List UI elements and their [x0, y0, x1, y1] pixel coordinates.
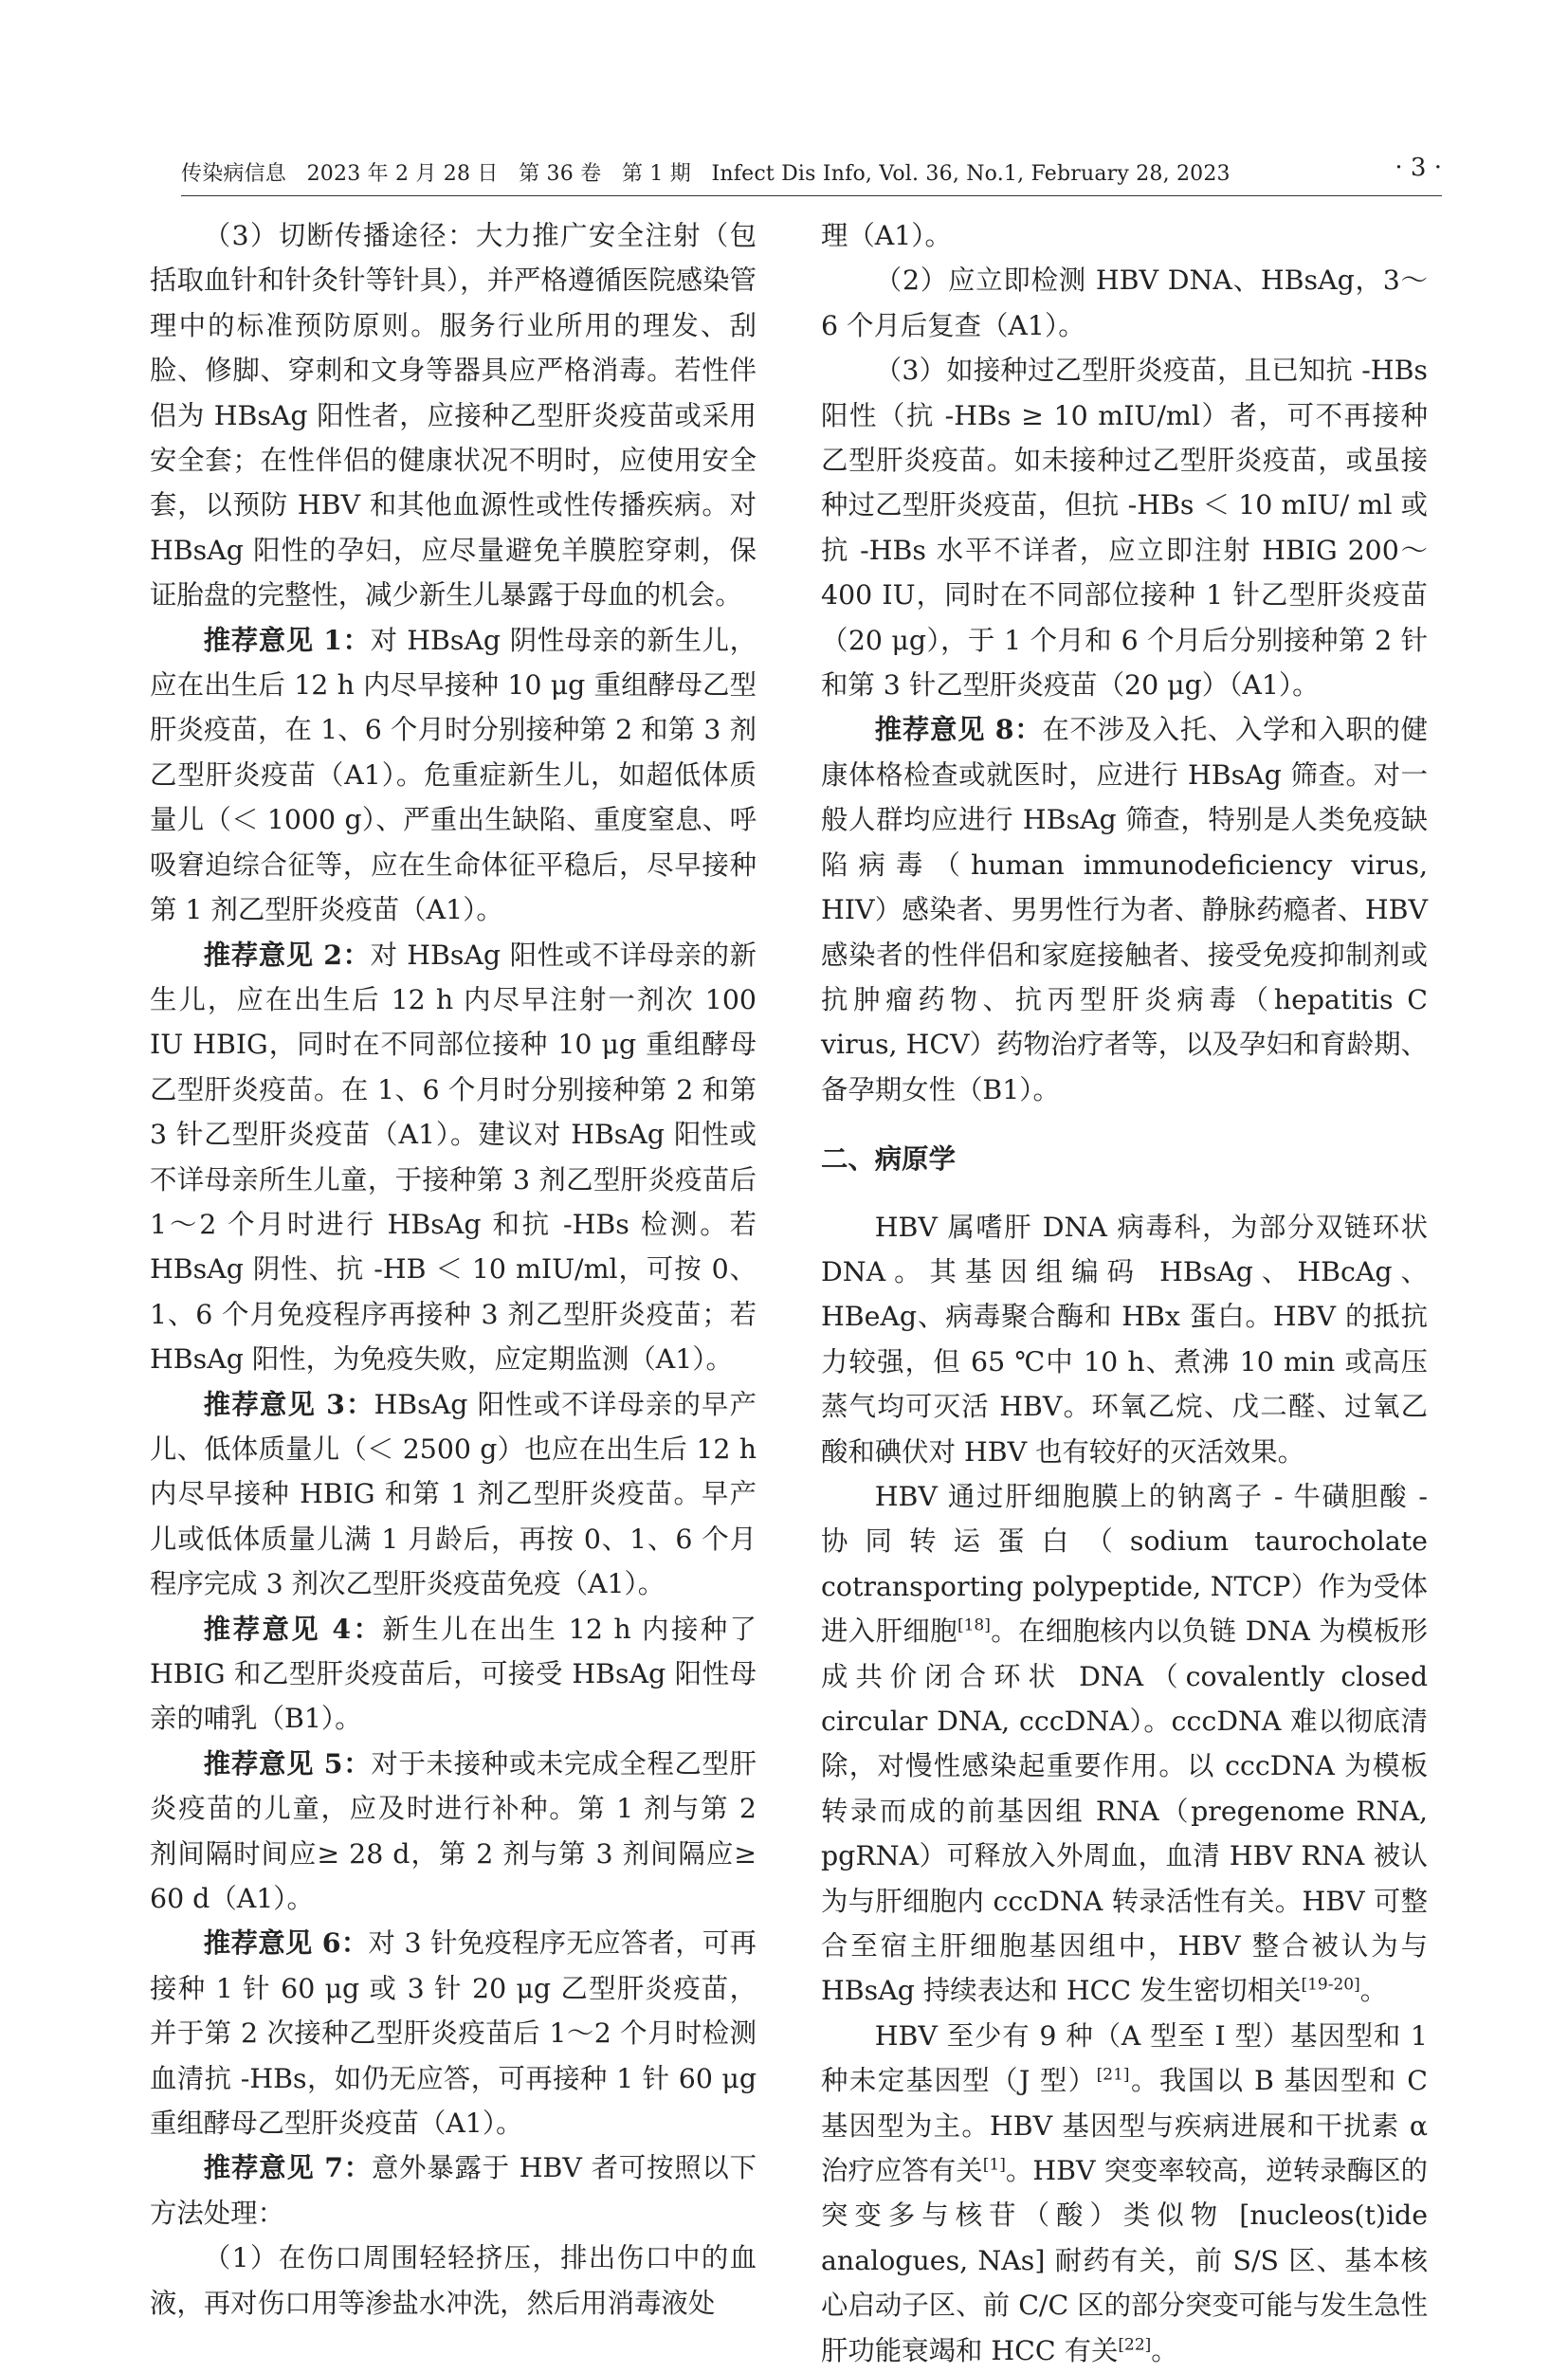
recommendation-2: [150, 933, 757, 1382]
recommendation-5: [150, 1742, 757, 1922]
exposure-step-1: （1）在伤口周围轻轻挤压，排出伤口中的血液，再对伤口用等渗盐水冲洗，然后用消毒液处: [150, 2242, 757, 2319]
recommendation-label: 推荐意见 7：: [203, 2151, 372, 2184]
paragraph-text: 。在细胞核内以负链 DNA 为模板形成共价闭合环状 DNA（covalently closed circular DNA, cccDNA）。cccDNA 难以彻底清除，对慢性感染起重要作用。以 cccDNA 为模板转录而成的前基因组 RNA（pregenome RNA, pgRNA）可释放入外周血，血清 HBV RNA 被认为与肝细胞内 cccDNA 转录活性有关。HBV 可整合至宿主肝细胞基因组中，HBV 整合被认为与 HBsAg 持续表达和 HCC 发生密切相关: [821, 1615, 1428, 2007]
citation-ref: [22]: [1118, 2335, 1152, 2355]
citation-ref: [18]: [957, 1615, 991, 1635]
exposure-step-3: （3）如接种过乙型肝炎疫苗，且已知抗 -HBs 阳性（抗 -HBs ≥ 10 mIU/ml）者，可不再接种乙型肝炎疫苗。如未接种过乙型肝炎疫苗，或虽接种过乙型肝炎疫苗，但抗 -HBs ＜ 10 mIU/ ml 或抗 -HBs 水平不详者，应立即注射 HBIG 200～400 IU，同时在不同部位接种 1 针乙型肝炎疫苗（20 μg），于 1 个月和 6 个月后分别接种第 2 针和第 3 针乙型肝炎疫苗（20 μg）（A1）。: [821, 355, 1428, 702]
recommendation-text: 对于未接种或未完成全程乙型肝炎疫苗的儿童，应及时进行补种。第 1 剂与第 2 剂间隔时间应≥ 28 d，第 2 剂与第 3 剂间隔应≥ 60 d（A1）。: [150, 1747, 757, 1915]
recommendation-label: 推荐意见 5：: [203, 1746, 372, 1780]
paragraph-text: HBV 至少有 9 种（A 型至 I 型）基因型和 1 种未定基因型（J 型）: [821, 2019, 1428, 2097]
recommendation-text: 意外暴露于 HBV 者可按照以下方法处理：: [150, 2152, 757, 2229]
paragraph-text: HBV 通过肝细胞膜上的钠离子 - 牛磺胆酸 - 协同转运蛋白（sodium taurocholate cotransporting polypeptide, NTCP）作为受体进入肝细胞: [821, 1480, 1428, 1648]
recommendation-text: 在不涉及入托、入学和入职的健康体格检查或就医时，应进行 HBsAg 筛查。对一般人群均应进行 HBsAg 筛查，特别是人类免疫缺陷病毒（human immunodeficiency virus, HIV）感染者、男男性行为者、静脉药瘾者、HBV 感染者的性伴侣和家庭接触者、接受免疫抑制剂或抗肿瘤药物、抗丙型肝炎病毒（hepatitis C virus, HCV）药物治疗者等，以及孕妇和育龄期、备孕期女性（B1）。: [821, 714, 1428, 1105]
citation-ref: [19-20]: [1301, 1975, 1360, 1995]
citation-ref: [1]: [982, 2155, 1006, 2175]
paragraph-genotypes: [821, 2014, 1428, 2373]
page-number: · 3 ·: [1395, 154, 1442, 182]
paragraph-text: 。HBV 突变率较高，逆转录酶区的突变多与核苷（酸）类似物 [nucleos(t)ide analogues, NAs] 耐药有关，前 S/S 区、基本核心启动子区、前 C/C 区的部分突变可能与发生急性肝功能衰竭和 HCC 有关: [821, 2155, 1428, 2366]
exposure-step-2: （2）应立即检测 HBV DNA、HBsAg，3～6 个月后复查（A1）。: [821, 265, 1428, 341]
recommendation-text: 对 HBsAg 阳性或不详母亲的新生儿，应在出生后 12 h 内尽早注射一剂次 100 IU HBIG，同时在不同部位接种 10 μg 重组酵母乙型肝炎疫苗。在 1、6 个月时分别接种第 2 和第 3 针乙型肝炎疫苗（A1）。建议对 HBsAg 阳性或不详母亲所生儿童，于接种第 3 剂乙型肝炎疫苗后 1～2 个月时进行 HBsAg 和抗 -HBs 检测。若 HBsAg 阴性、抗 -HB ＜ 10 mIU/ml，可按 0、1、6 个月免疫程序再接种 3 剂乙型肝炎疫苗；若 HBsAg 阳性，为免疫失败，应定期监测（A1）。: [150, 939, 757, 1376]
running-header: [181, 157, 1231, 187]
paragraph-text: 。: [1359, 1975, 1388, 2007]
recommendation-text: 对 HBsAg 阴性母亲的新生儿，应在出生后 12 h 内尽早接种 10 μg 重组酵母乙型肝炎疫苗，在 1、6 个月时分别接种第 2 和第 3 剂乙型肝炎疫苗（A1）。危重症新生儿，如超低体质量儿（＜ 1000 g）、严重出生缺陷、重度窒息、呼吸窘迫综合征等，应在生命体征平稳后，尽早接种第 1 剂乙型肝炎疫苗（A1）。: [150, 624, 757, 926]
paragraph-transmission: （3）切断传播途径：大力推广安全注射（包括取血针和针灸针等针具），并严格遵循医院感染管理中的标准预防原则。服务行业所用的理发、刮脸、修脚、穿刺和文身等器具应严格消毒。若性伴侣为 HBsAg 阳性者，应接种乙型肝炎疫苗或采用安全套；在性伴侣的健康状况不明时，应使用安全套，以预防 HBV 和其他血源性或性传播疾病。对 HBsAg 阳性的孕妇，应尽量避免羊膜腔穿刺，保证胎盘的完整性，减少新生儿暴露于母血的机会。: [150, 220, 757, 612]
recommendation-label: 推荐意见 8：: [874, 713, 1043, 746]
left-column: [150, 213, 757, 2326]
journal-citation-en: Infect Dis Info, Vol. 36, No.1, February 28, 2023: [711, 162, 1231, 186]
page-header: [181, 152, 1442, 196]
recommendation-3: [150, 1382, 757, 1607]
exposure-step-1-continued: 理（A1）。: [821, 220, 952, 251]
recommendation-8: [821, 707, 1428, 1112]
recommendation-label: 推荐意见 2：: [203, 938, 371, 971]
recommendation-1: [150, 618, 757, 933]
recommendation-text: 对 3 针免疫程序无应答者，可再接种 1 针 60 μg 或 3 针 20 μg 乙型肝炎疫苗，并于第 2 次接种乙型肝炎疫苗后 1～2 个月时检测血清抗 -HBs，如仍无应答，可再接种 1 针 60 μg 重组酵母乙型肝炎疫苗（A1）。: [150, 1927, 757, 2140]
recommendation-text: 新生儿在出生 12 h 内接种了 HBIG 和乙型肝炎疫苗后，可接受 HBsAg 阳性母亲的哺乳（B1）。: [150, 1613, 757, 1735]
right-column: [821, 213, 1428, 2373]
issue-cn: 第 1 期: [621, 162, 691, 186]
recommendation-7: [150, 2145, 757, 2236]
journal-name-cn: 传染病信息: [181, 162, 287, 186]
paragraph-text: 。我国以 B 基因型和 C 基因型为主。HBV 基因型与疾病进展和干扰素 α 治疗应答有关: [821, 2065, 1428, 2187]
paragraph-text: 。: [1151, 2334, 1178, 2366]
section-heading-etiology: 二、病原学: [821, 1142, 956, 1176]
volume-cn: 第 36 卷: [519, 162, 602, 186]
recommendation-label: 推荐意见 3：: [203, 1387, 374, 1420]
recommendation-text: HBsAg 阳性或不详母亲的早产儿、低体质量儿（＜ 2500 g）也应在出生后 12 h 内尽早接种 HBIG 和第 1 剂乙型肝炎疫苗。早产儿或低体质量儿满 1 月龄后，再按 0、1、6 个月程序完成 3 剂次乙型肝炎疫苗免疫（A1）。: [150, 1388, 757, 1600]
recommendation-4: [150, 1607, 757, 1742]
citation-ref: [21]: [1096, 2065, 1130, 2085]
recommendation-label: 推荐意见 6：: [203, 1926, 369, 1960]
recommendation-6: [150, 1921, 757, 2145]
recommendation-label: 推荐意见 4：: [203, 1612, 383, 1645]
issue-date-cn: 2023 年 2 月 28 日: [306, 162, 499, 186]
paragraph-virology: HBV 属嗜肝 DNA 病毒科，为部分双链环状 DNA。其基因组编码 HBsAg、HBcAg、HBeAg、病毒聚合酶和 HBx 蛋白。HBV 的抵抗力较强，但 65 ℃中 10 h、煮沸 10 min 或高压蒸气均可灭活 HBV。环氧乙烷、戊二醛、过氧乙酸和碘伏对 HBV 也有较好的灭活效果。: [821, 1211, 1428, 1468]
recommendation-label: 推荐意见 1：: [203, 623, 371, 656]
paragraph-replication: [821, 1474, 1428, 2014]
